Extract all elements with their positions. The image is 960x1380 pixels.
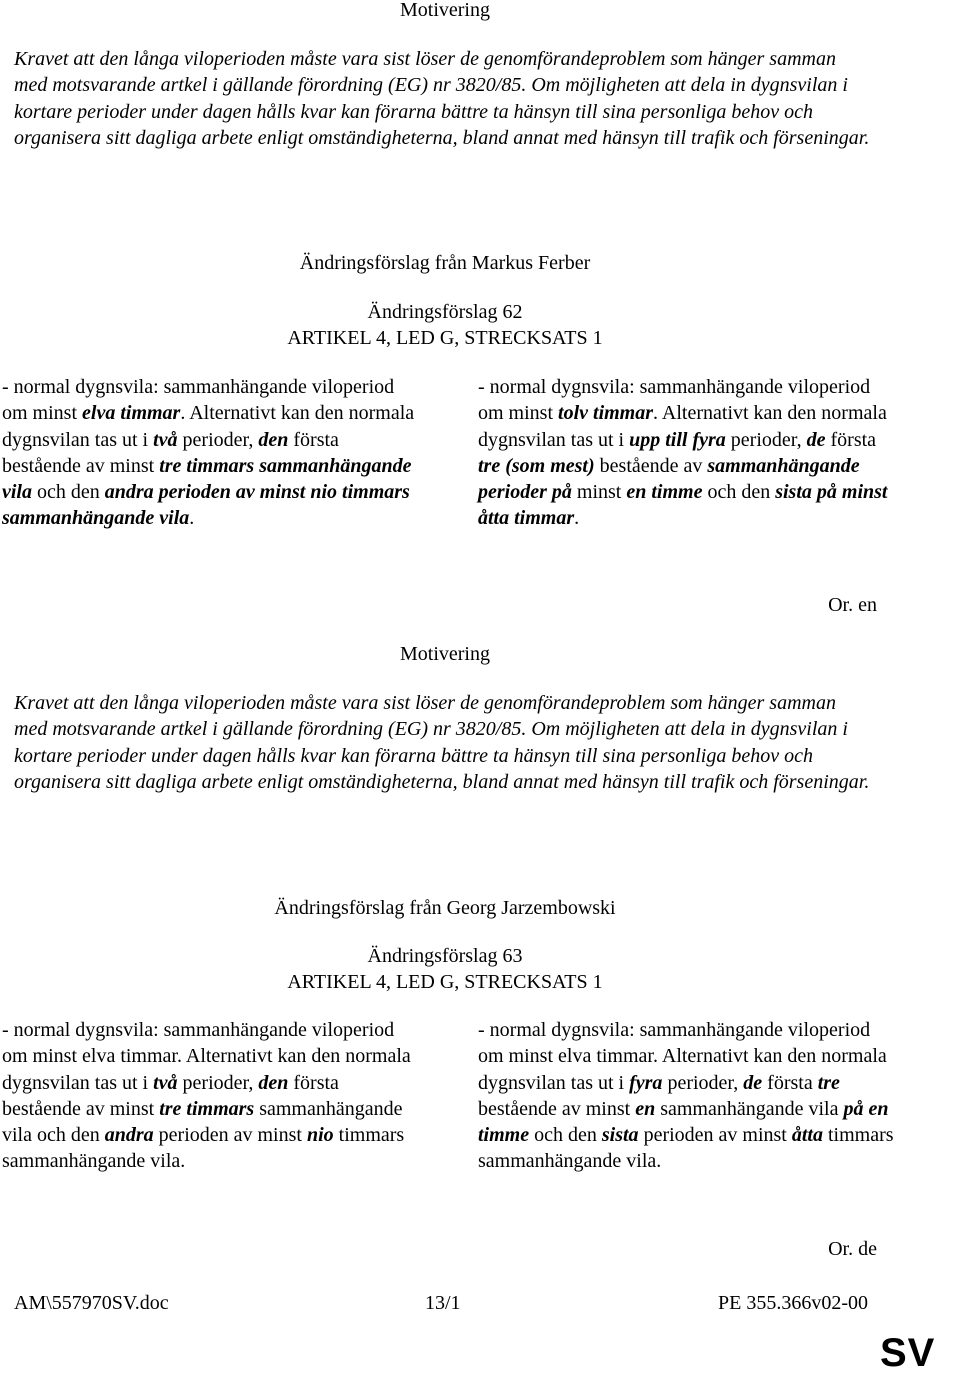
amended-phrase: andra perioden av minst nio timmars sammanhängande vila xyxy=(2,481,415,530)
text-segment: - normal dygnsvila: sammanhängande viloperiod om minst elva timmar. Alternativt kan den normala dygnsvilan tas ut i xyxy=(478,1019,892,1094)
text-segment: och den xyxy=(32,481,105,504)
text-segment: sammanhängande vila xyxy=(655,1097,844,1120)
text-segment: perioder, xyxy=(725,428,807,451)
amendment-text-original xyxy=(2,374,422,532)
text-segment: första xyxy=(825,428,882,451)
amendment-text-proposed xyxy=(478,374,898,532)
text-segment: . Alternativt kan den normala dygnsvilan tas ut i xyxy=(2,402,420,451)
amended-phrase: sista xyxy=(601,1124,639,1147)
text-segment: . xyxy=(574,507,580,530)
amended-phrase: tre timmars sammanhängande vila xyxy=(2,454,417,504)
justification-heading: Motivering xyxy=(400,643,490,665)
justification-heading: Motivering xyxy=(400,0,490,21)
text-segment: - normal dygnsvila: sammanhängande viloperiod om minst xyxy=(478,376,876,425)
amended-phrase: andra xyxy=(104,1124,154,1147)
text-segment: perioden av minst xyxy=(638,1124,792,1147)
amended-phrase: tolv timmar xyxy=(558,402,654,425)
text-segment: perioder, xyxy=(662,1071,744,1094)
amendment-text-proposed xyxy=(478,1017,898,1175)
text-segment: första bestående av minst xyxy=(2,428,344,477)
text-segment: bestående av minst xyxy=(478,1071,845,1120)
text-segment: timmars sammanhängande vila. xyxy=(2,1124,410,1173)
amended-phrase: de xyxy=(743,1071,763,1094)
amendment-number: Ändringsförslag 62 xyxy=(367,301,523,323)
text-segment: första xyxy=(762,1071,818,1094)
amended-phrase: två xyxy=(153,428,178,451)
document-reference: AM\557970SV.doc xyxy=(14,1292,169,1314)
pe-reference: PE 355.366v02-00 xyxy=(718,1292,868,1314)
amended-phrase: de xyxy=(806,428,826,451)
text-segment: minst xyxy=(571,481,627,504)
article-reference: ARTIKEL 4, LED G, STRECKSATS 1 xyxy=(287,971,603,993)
amended-phrase: åtta xyxy=(791,1124,823,1147)
text-segment: perioder, xyxy=(177,428,259,451)
text-segment: - normal dygnsvila: sammanhängande viloperiod om minst elva timmar. Alternativt kan den normala dygnsvilan tas ut i xyxy=(2,1019,416,1094)
text-segment: - normal dygnsvila: sammanhängande viloperiod om minst xyxy=(2,376,400,425)
amended-phrase: tre xyxy=(817,1071,840,1094)
article-reference: ARTIKEL 4, LED G, STRECKSATS 1 xyxy=(287,327,603,349)
amended-phrase: sammanhängande perioder på xyxy=(478,454,865,504)
amended-phrase: en xyxy=(635,1097,656,1120)
text-segment: perioden av minst xyxy=(153,1124,307,1147)
amendment-author: Ändringsförslag från Georg Jarzembowski xyxy=(274,897,616,919)
page-number: 13/1 xyxy=(425,1292,461,1314)
text-segment: . Alternativt kan den normala dygnsvilan tas ut i xyxy=(478,402,892,451)
text-segment: första bestående av minst xyxy=(2,1071,344,1120)
amended-phrase: sista på minst åtta timmar xyxy=(478,481,893,530)
justification-text: Kravet att den långa viloperioden måste vara sist löser de genomförandeproblem som hänger samman med motsvarande artkel i gällande förordning (EG) nr 3820/85. Om möjligheten att dela in dygnsvilan i kortare perioder under dagen hålls kvar kan förarna bättre ta hänsyn till sina personliga behov och organisera sitt dagliga arbete enligt omständigheterna, bland annat med hänsyn till trafik och förseningar. xyxy=(14,48,870,149)
justification-text: Kravet att den långa viloperioden måste vara sist löser de genomförandeproblem som hänger samman med motsvarande artkel i gällande förordning (EG) nr 3820/85. Om möjligheten att dela in dygnsvilan i kortare perioder under dagen hålls kvar kan förarna bättre ta hänsyn till sina personliga behov och organisera sitt dagliga arbete enligt omständigheterna, bland annat med hänsyn till trafik och förseningar. xyxy=(14,692,870,793)
text-segment: timmars sammanhängande vila. xyxy=(478,1124,899,1173)
text-segment: sammanhängande vila och den xyxy=(2,1097,408,1147)
amended-phrase: på en timme xyxy=(478,1097,894,1147)
amended-phrase: två xyxy=(153,1071,178,1094)
language-badge: SV xyxy=(880,1331,936,1375)
amended-phrase: den xyxy=(258,1071,289,1094)
amendment-author: Ändringsförslag från Markus Ferber xyxy=(299,252,591,274)
text-segment: och den xyxy=(702,481,776,504)
amended-phrase: upp till fyra xyxy=(629,428,726,451)
amended-phrase: fyra xyxy=(629,1071,663,1094)
amended-phrase: tre timmars xyxy=(159,1097,255,1120)
amendment-text-original xyxy=(2,1017,422,1175)
text-segment: bestående av xyxy=(594,454,708,477)
amendment-number: Ändringsförslag 63 xyxy=(367,945,523,967)
amended-phrase: tre (som mest) xyxy=(478,454,595,477)
amended-phrase: en timme xyxy=(626,481,703,504)
amended-phrase: den xyxy=(258,428,289,451)
original-language: Or. en xyxy=(828,594,877,616)
text-segment: . xyxy=(189,507,195,530)
original-language: Or. de xyxy=(828,1238,877,1260)
text-segment: och den xyxy=(529,1124,602,1147)
amended-phrase: nio xyxy=(306,1124,334,1147)
amended-phrase: elva timmar xyxy=(82,402,181,425)
text-segment: perioder, xyxy=(177,1071,259,1094)
